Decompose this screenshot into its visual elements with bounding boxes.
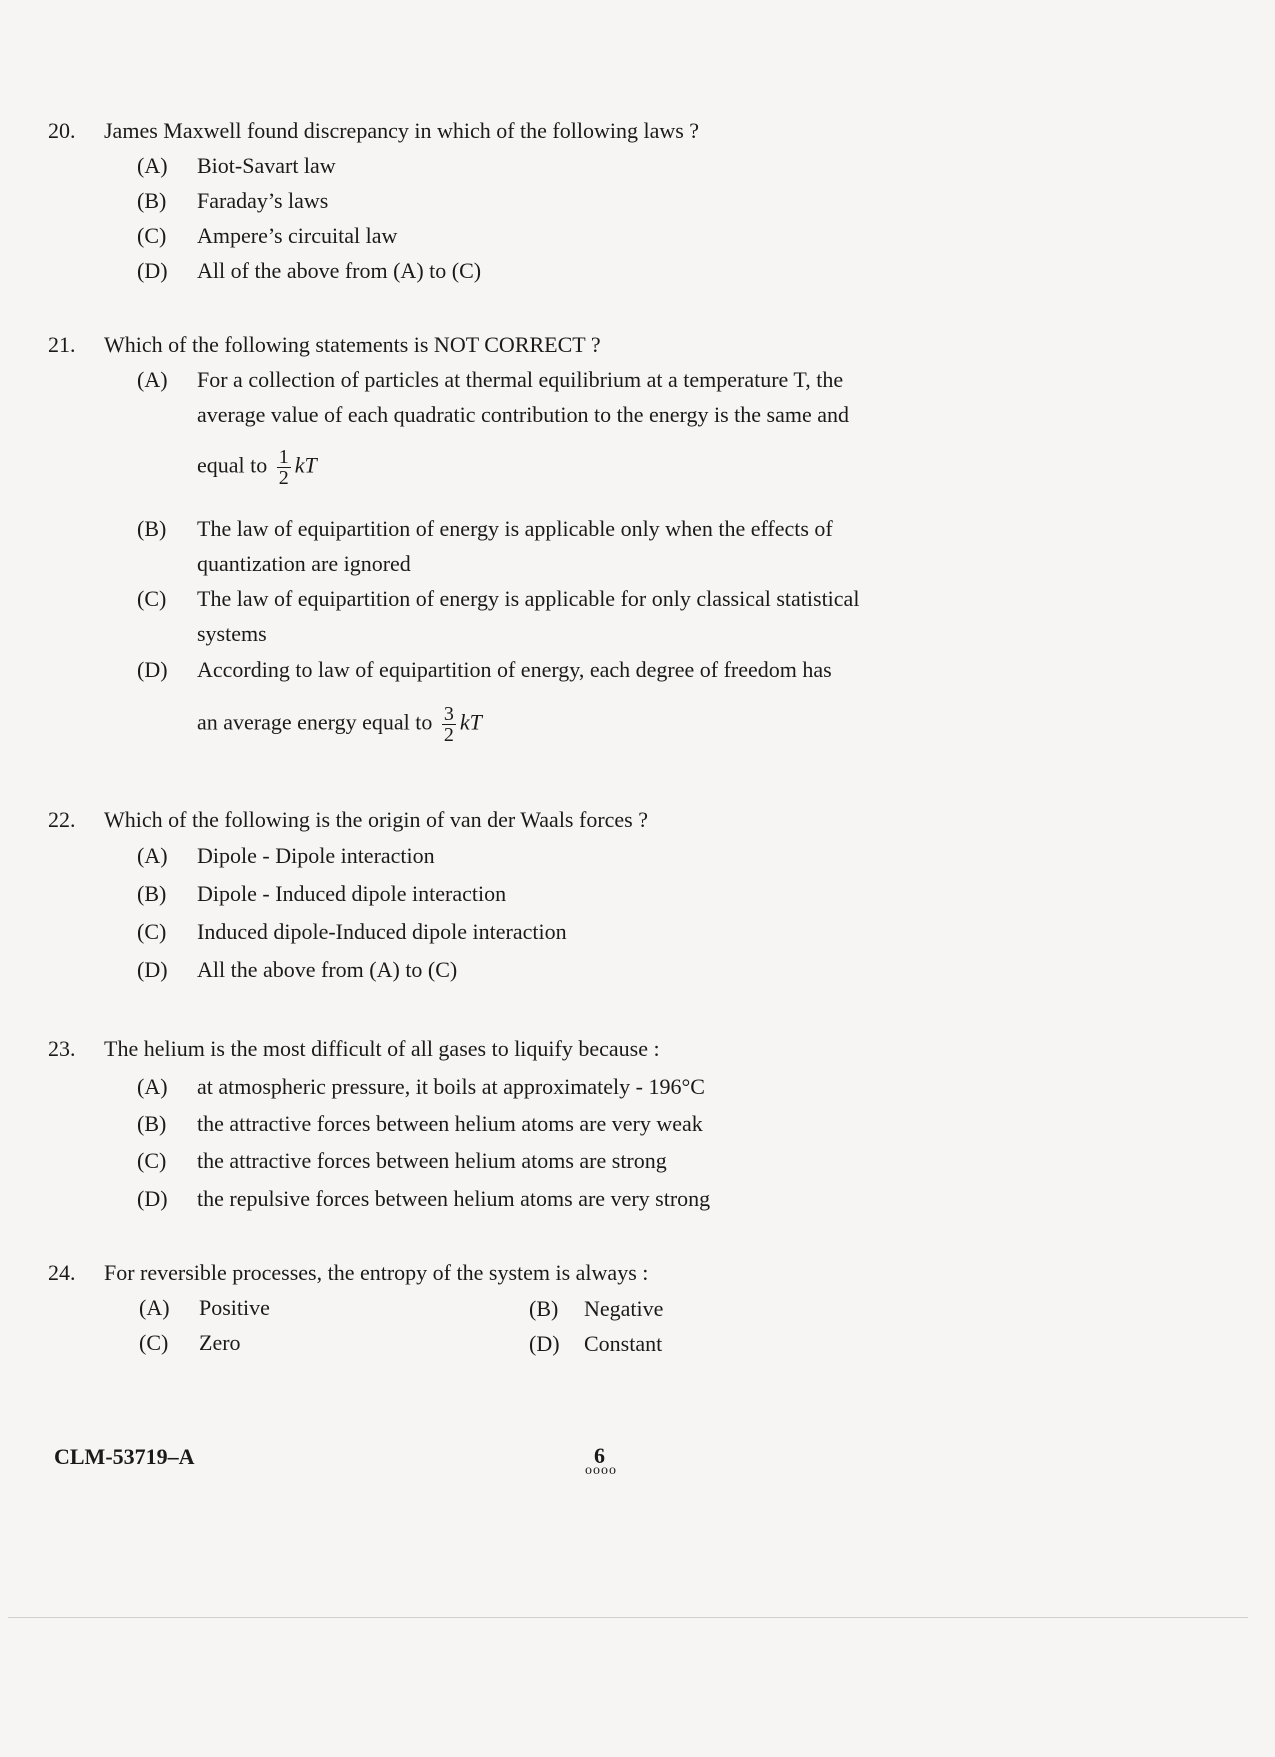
option-text: at atmospheric pressure, it boils at approximately - 196°C	[197, 1074, 705, 1099]
question-text: Which of the following statements is NOT CORRECT ?	[104, 332, 601, 357]
option-label: (D)	[137, 1186, 168, 1211]
option-text: All of the above from (A) to (C)	[197, 258, 482, 283]
option-text-line: According to law of equipartition of energy, each degree of freedom has	[197, 657, 832, 682]
option-text-line: average value of each quadratic contribution to the energy is the same and	[197, 402, 849, 427]
fraction-denominator: 2	[443, 724, 454, 746]
option-label: (C)	[137, 919, 167, 944]
option-label: (D)	[529, 1331, 560, 1356]
math-prefix: equal to	[197, 452, 268, 478]
fraction	[277, 447, 291, 488]
option-math-line	[197, 704, 482, 745]
paper-code: CLM-53719–A	[54, 1444, 195, 1469]
question-number: 22.	[48, 807, 76, 832]
fraction-numerator: 1	[278, 446, 289, 468]
option-text: Faraday’s laws	[197, 188, 329, 213]
option-text: Dipole - Induced dipole interaction	[197, 881, 507, 906]
page-marks: oooo	[585, 1463, 617, 1478]
option-label: (A)	[137, 843, 168, 868]
option-text: the attractive forces between helium atoms are very weak	[197, 1111, 703, 1136]
option-label: (D)	[137, 657, 168, 682]
option-text: Constant	[584, 1331, 663, 1356]
option-label: (D)	[137, 957, 168, 982]
option-text: Induced dipole-Induced dipole interaction	[197, 919, 567, 944]
option-label: (B)	[529, 1296, 559, 1321]
fraction-numerator: 3	[443, 703, 454, 725]
option-label: (A)	[137, 153, 168, 178]
option-math-line	[197, 447, 317, 488]
option-label: (A)	[137, 1074, 168, 1099]
bottom-divider	[8, 1617, 1248, 1618]
option-text: Ampere’s circuital law	[197, 223, 398, 248]
question-text: James Maxwell found discrepancy in which of the following laws ?	[104, 118, 700, 143]
option-text-line: For a collection of particles at thermal equilibrium at a temperature T, the	[197, 367, 844, 392]
option-label: (C)	[137, 586, 167, 611]
question-number: 20.	[48, 118, 76, 143]
option-text: Biot-Savart law	[197, 153, 336, 178]
question-number: 23.	[48, 1036, 76, 1061]
question-text: Which of the following is the origin of van der Waals forces ?	[104, 807, 648, 832]
page-number: 6	[594, 1443, 605, 1468]
question-number: 21.	[48, 332, 76, 357]
question-text: For reversible processes, the entropy of the system is always :	[104, 1260, 649, 1285]
option-text-line: systems	[197, 621, 267, 646]
option-text-line: The law of equipartition of energy is applicable only when the effects of	[197, 516, 833, 541]
math-suffix: kT	[294, 452, 317, 478]
fraction	[442, 704, 456, 745]
fraction-denominator: 2	[278, 467, 289, 489]
option-label: (B)	[137, 516, 167, 541]
option-label: (A)	[137, 367, 168, 392]
option-text: Negative	[584, 1296, 664, 1321]
option-text-line: The law of equipartition of energy is applicable for only classical statistical	[197, 586, 860, 611]
math-suffix: kT	[459, 709, 482, 735]
option-label: (B)	[137, 1111, 167, 1136]
option-label: (C)	[137, 1148, 167, 1173]
option-label: (C)	[137, 223, 167, 248]
option-label: (B)	[137, 188, 167, 213]
question-text: The helium is the most difficult of all gases to liquify because :	[104, 1036, 660, 1061]
option-text: the repulsive forces between helium atoms are very strong	[197, 1186, 711, 1211]
option-text: All the above from (A) to (C)	[197, 957, 458, 982]
option-text: the attractive forces between helium atoms are strong	[197, 1148, 667, 1173]
option-text-line: quantization are ignored	[197, 551, 411, 576]
option-label: (B)	[137, 881, 167, 906]
option-text: Positive	[199, 1295, 270, 1320]
option-text: Zero	[199, 1330, 241, 1355]
question-number: 24.	[48, 1260, 76, 1285]
option-text: Dipole - Dipole interaction	[197, 843, 435, 868]
math-prefix: an average energy equal to	[197, 709, 433, 735]
option-label: (D)	[137, 258, 168, 283]
option-label: (C)	[139, 1330, 169, 1355]
option-label: (A)	[139, 1295, 170, 1320]
